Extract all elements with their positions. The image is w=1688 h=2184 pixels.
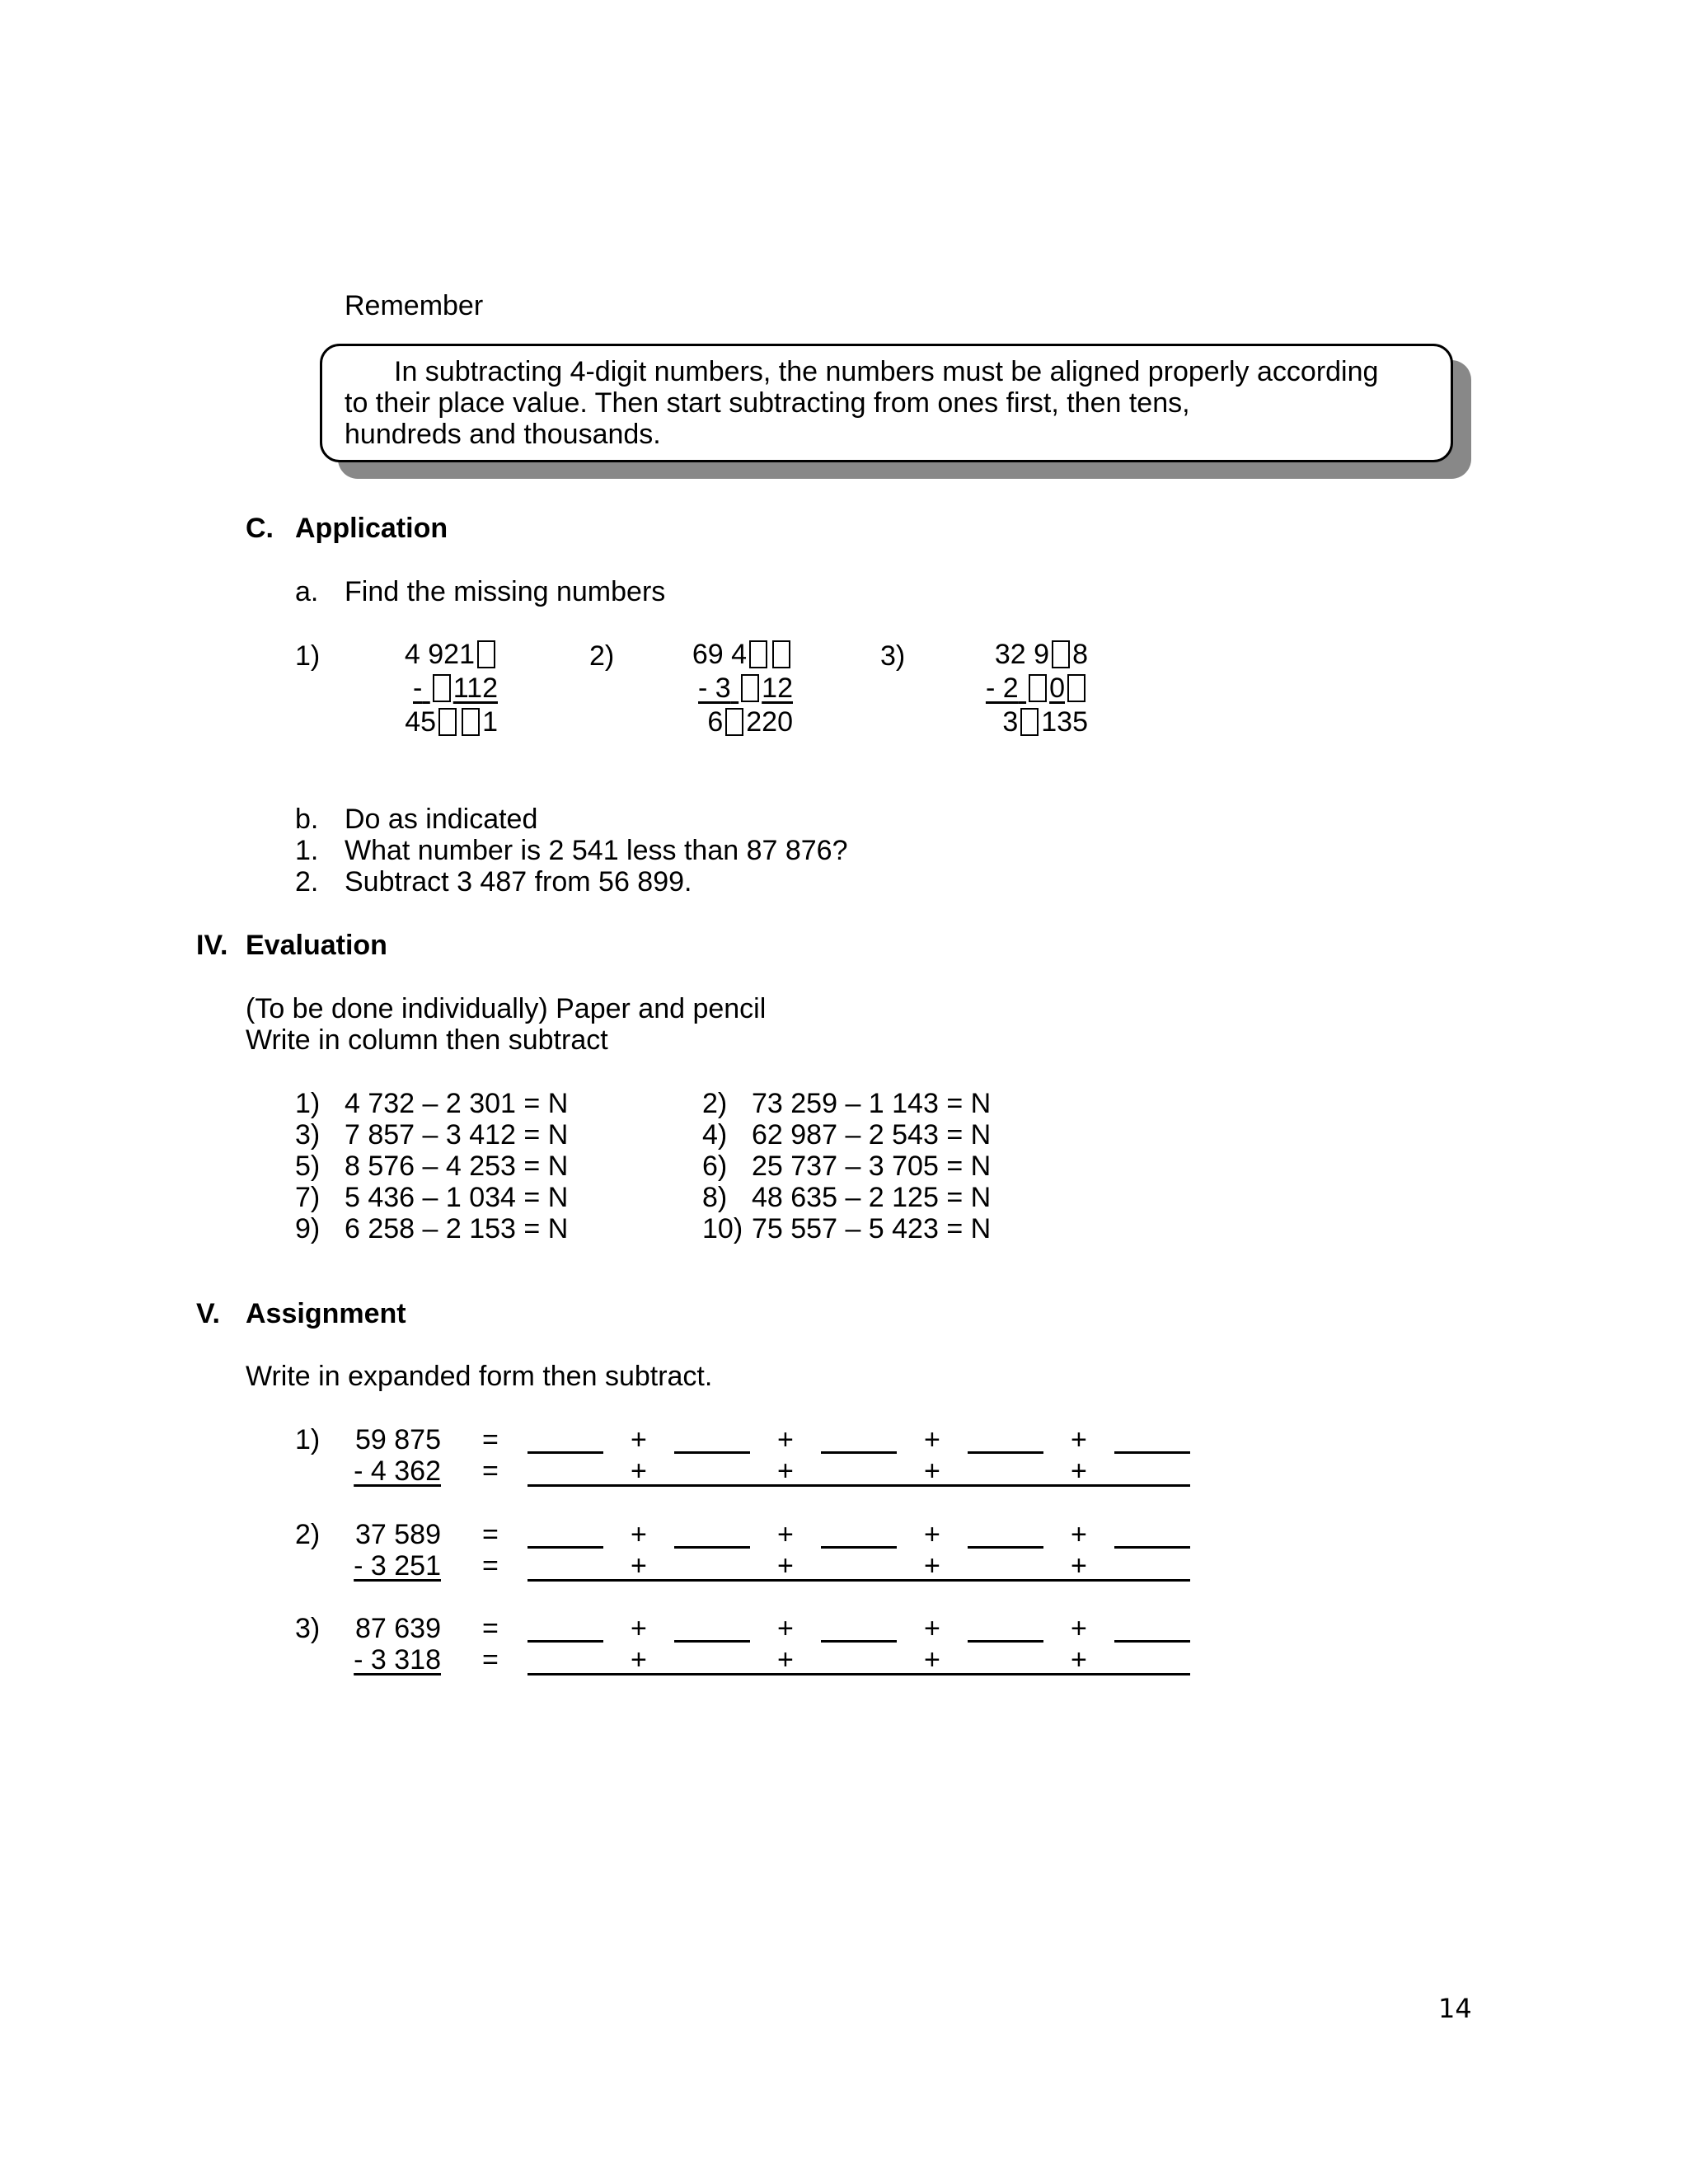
answer-blank[interactable] [1114, 1546, 1190, 1549]
missing-digit-box[interactable] [1067, 674, 1085, 702]
evaluation-item-expr: 6 258 – 2 153 = N [345, 1213, 569, 1244]
part-b-item-1-number: 1. [295, 835, 319, 866]
equals-sign: = [482, 1550, 499, 1582]
missing-problem-2-subtrahend: - 3 12 [698, 673, 793, 704]
assignment-subtrahend: - 3 318 [354, 1644, 441, 1675]
equals-sign: = [482, 1424, 499, 1455]
equals-sign: = [482, 1519, 499, 1550]
plus-sign: + [924, 1455, 940, 1487]
evaluation-item-expr: 75 557 – 5 423 = N [752, 1213, 992, 1244]
assignment-minuend: 59 875 [355, 1424, 441, 1455]
plus-sign: + [777, 1550, 794, 1582]
missing-digit-box[interactable] [477, 640, 495, 668]
plus-sign: + [924, 1519, 940, 1550]
equals-sign: = [482, 1613, 499, 1644]
remember-line-2: to their place value. Then start subtracting from ones first, then tens, [345, 387, 1190, 419]
evaluation-item-expr: 4 732 – 2 301 = N [345, 1088, 569, 1119]
missing-digit-box[interactable] [772, 640, 790, 668]
missing-problem-3-subtrahend: - 2 0 [948, 672, 1088, 705]
evaluation-item-number: 9) [295, 1213, 321, 1244]
plus-sign: + [924, 1613, 940, 1644]
assignment-subtrahend: - 4 362 [354, 1455, 441, 1487]
evaluation-item-number: 8) [702, 1182, 728, 1213]
plus-sign: + [777, 1519, 794, 1550]
missing-digit-box[interactable] [741, 674, 759, 702]
evaluation-item-expr: 7 857 – 3 412 = N [345, 1119, 569, 1151]
plus-sign: + [924, 1644, 940, 1675]
missing-digit-box[interactable] [1029, 674, 1047, 702]
assignment-problem-number: 1) [295, 1424, 321, 1455]
plus-sign: + [631, 1613, 647, 1644]
plus-sign: + [1071, 1613, 1087, 1644]
answer-blank[interactable] [674, 1640, 750, 1643]
missing-problem-1-top: 4 921 [379, 638, 498, 672]
evaluation-item-expr: 5 436 – 1 034 = N [345, 1182, 569, 1213]
evaluation-item-expr: 8 576 – 4 253 = N [345, 1151, 569, 1182]
remember-line-1: In subtracting 4-digit numbers, the numbers must be aligned properly according [394, 356, 1379, 387]
plus-sign: + [1071, 1550, 1087, 1582]
evaluation-item-number: 5) [295, 1151, 321, 1182]
assignment-problem-number: 2) [295, 1519, 321, 1550]
evaluation-item-number: 7) [295, 1182, 321, 1213]
section-c-title: Application [295, 513, 448, 544]
missing-problem-3-top: 32 9 8 [994, 639, 1088, 670]
page-number: 14 [1438, 1993, 1472, 2024]
missing-problem-2 [651, 638, 793, 739]
plus-sign: + [631, 1644, 647, 1675]
evaluation-item-number: 4) [702, 1119, 728, 1151]
section-iv-label: IV. [196, 930, 228, 961]
section-iv-intro-2: Write in column then subtract [246, 1024, 608, 1056]
assignment-problem-number: 3) [295, 1613, 321, 1644]
missing-problem-2-result: 6 220 [707, 706, 793, 738]
plus-sign: + [1071, 1424, 1087, 1455]
section-v-label: V. [196, 1298, 221, 1329]
missing-digit-box[interactable] [438, 708, 457, 736]
answer-blank[interactable] [528, 1451, 603, 1454]
missing-problem-2-top: 69 4 [651, 638, 793, 672]
missing-problem-1-subtrahend: - 112 [413, 673, 498, 704]
answer-blank[interactable] [674, 1546, 750, 1549]
part-b-label: b. [295, 804, 319, 835]
section-v-intro: Write in expanded form then subtract. [246, 1361, 713, 1392]
missing-problem-3-result: 3 135 [1002, 706, 1088, 738]
plus-sign: + [631, 1550, 647, 1582]
plus-sign: + [1071, 1644, 1087, 1675]
plus-sign: + [924, 1550, 940, 1582]
answer-blank[interactable] [528, 1546, 603, 1549]
equals-sign: = [482, 1455, 499, 1487]
plus-sign: + [777, 1644, 794, 1675]
answer-blank[interactable] [1114, 1640, 1190, 1643]
plus-sign: + [1071, 1455, 1087, 1487]
section-v-title: Assignment [246, 1298, 406, 1329]
plus-sign: + [777, 1613, 794, 1644]
part-a-label: a. [295, 576, 319, 607]
answer-blank[interactable] [1114, 1451, 1190, 1454]
evaluation-item-number: 1) [295, 1088, 321, 1119]
missing-digit-box[interactable] [725, 708, 743, 736]
evaluation-item-number: 10) [702, 1213, 743, 1244]
missing-digit-box[interactable] [462, 708, 480, 736]
remember-line-3: hundreds and thousands. [345, 419, 661, 450]
assignment-minuend: 87 639 [355, 1613, 441, 1644]
evaluation-item-expr: 73 259 – 1 143 = N [752, 1088, 992, 1119]
section-c-label: C. [246, 513, 274, 544]
plus-sign: + [631, 1424, 647, 1455]
part-b-item-2-text: Subtract 3 487 from 56 899. [345, 866, 692, 898]
evaluation-item-expr: 48 635 – 2 125 = N [752, 1182, 992, 1213]
evaluation-item-expr: 62 987 – 2 543 = N [752, 1119, 992, 1151]
missing-problem-1-result: 45 1 [405, 706, 498, 738]
equals-sign: = [482, 1644, 499, 1675]
part-b-text: Do as indicated [345, 804, 538, 835]
missing-digit-box[interactable] [749, 640, 767, 668]
evaluation-item-expr: 25 737 – 3 705 = N [752, 1151, 992, 1182]
missing-problem-2-number: 2) [589, 640, 615, 672]
missing-digit-box[interactable] [1020, 708, 1039, 736]
answer-blank[interactable] [968, 1640, 1043, 1643]
answer-blank[interactable] [821, 1451, 897, 1454]
plus-sign: + [777, 1424, 794, 1455]
evaluation-item-number: 3) [295, 1119, 321, 1151]
answer-blank[interactable] [528, 1640, 603, 1643]
missing-problem-1-number: 1) [295, 640, 321, 672]
missing-problem-1 [379, 638, 498, 739]
answer-blank[interactable] [968, 1451, 1043, 1454]
missing-digit-box[interactable] [433, 674, 451, 702]
plus-sign: + [631, 1519, 647, 1550]
answer-blank[interactable] [821, 1640, 897, 1643]
missing-problem-3-number: 3) [880, 640, 906, 672]
plus-sign: + [631, 1455, 647, 1487]
part-b-item-2-number: 2. [295, 866, 319, 898]
plus-sign: + [1071, 1519, 1087, 1550]
plus-sign: + [777, 1455, 794, 1487]
plus-sign: + [924, 1424, 940, 1455]
evaluation-item-number: 2) [702, 1088, 728, 1119]
answer-line[interactable] [528, 1484, 1190, 1487]
answer-blank[interactable] [968, 1546, 1043, 1549]
part-b-item-1-text: What number is 2 541 less than 87 876? [345, 835, 848, 866]
remember-heading: Remember [345, 290, 484, 321]
missing-digit-box[interactable] [1052, 640, 1070, 668]
part-a-text: Find the missing numbers [345, 576, 666, 607]
answer-line[interactable] [528, 1673, 1190, 1675]
answer-blank[interactable] [821, 1546, 897, 1549]
section-iv-intro-1: (To be done individually) Paper and pencil [246, 993, 767, 1024]
assignment-minuend: 37 589 [355, 1519, 441, 1550]
section-iv-title: Evaluation [246, 930, 387, 961]
assignment-subtrahend: - 3 251 [354, 1550, 441, 1582]
missing-problem-3 [948, 638, 1088, 739]
answer-blank[interactable] [674, 1451, 750, 1454]
evaluation-item-number: 6) [702, 1151, 728, 1182]
answer-line[interactable] [528, 1579, 1190, 1582]
